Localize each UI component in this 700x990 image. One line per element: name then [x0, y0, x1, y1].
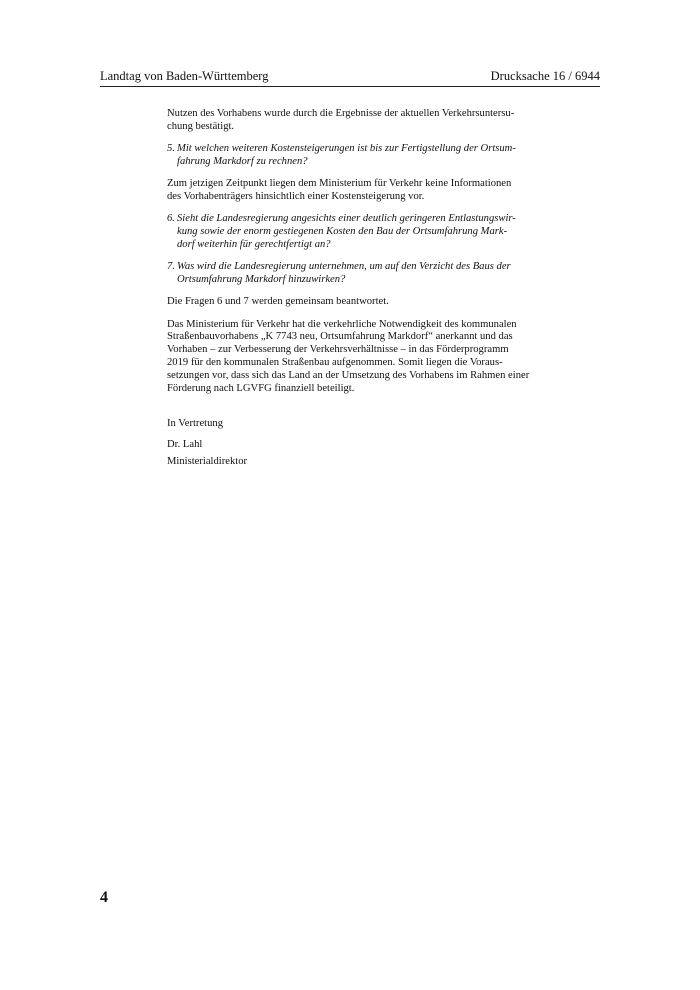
text-line: Straßenbauvorhabens „K 7743 neu, Ortsumfahrung Markdorf“ anerkannt und das — [167, 331, 513, 343]
page-header — [100, 68, 600, 87]
text-line: Ortsumfahrung Markdorf hinzuwirken? — [177, 273, 346, 285]
answer-6-7 — [167, 319, 534, 396]
signature-title: Ministerialdirektor — [167, 455, 248, 467]
text-line: dorf weiterhin für gerechtfertigt an? — [177, 238, 331, 250]
question-number: 7. — [167, 261, 175, 273]
text-line: Sieht die Landesregierung angesichts einer deutlich geringeren Entlastungswir- — [177, 213, 516, 225]
text-line: Die Fragen 6 und 7 werden gemeinsam beantwortet. — [167, 296, 389, 308]
text-line: Was wird die Landesregierung unternehmen, um auf den Verzicht des Baus der — [177, 261, 511, 273]
text-line: kung sowie der enorm gestiegenen Kosten den Bau der Ortsumfahrung Mark- — [177, 226, 508, 238]
paragraph-intro — [167, 108, 534, 134]
document-body — [167, 108, 534, 469]
answer-5 — [167, 178, 534, 204]
signature-name: Dr. Lahl — [167, 439, 203, 451]
text-line: des Vorhabenträgers hinsichtlich einer Kostensteigerung vor. — [167, 190, 425, 202]
question-5 — [167, 143, 534, 169]
text-line: setzungen vor, dass sich das Land an der Umsetzung des Vorhabens im Rahmen einer — [167, 369, 530, 381]
answer-6-7-intro — [167, 296, 534, 309]
page-number: 4 — [100, 889, 108, 906]
header-document-number: Drucksache 16 / 6944 — [490, 69, 600, 83]
text-line: Zum jetzigen Zeitpunkt liegen dem Ministerium für Verkehr keine Informationen — [167, 178, 512, 190]
text-line: Mit welchen weiteren Kostensteigerungen ist bis zur Fertigstellung der Ortsum- — [177, 143, 516, 155]
text-line: 2019 für den kommunalen Straßenbau aufgenommen. Somit liegen die Voraus- — [167, 356, 503, 368]
text-line: chung bestätigt. — [167, 120, 235, 132]
question-number: 5. — [167, 143, 175, 155]
text-line: Förderung nach LGVFG finanziell beteiligt. — [167, 382, 355, 394]
text-line: Das Ministerium für Verkehr hat die verkehrliche Notwendigkeit des kommunalen — [167, 318, 517, 330]
text-line: Nutzen des Vorhabens wurde durch die Ergebnisse der aktuellen Verkehrsuntersu- — [167, 108, 515, 119]
question-6 — [167, 213, 534, 251]
question-number: 6. — [167, 213, 175, 225]
header-parliament: Landtag von Baden-Württemberg — [100, 69, 269, 83]
question-7 — [167, 261, 534, 287]
text-line: fahrung Markdorf zu rechnen? — [177, 155, 308, 167]
text-line: Vorhaben – zur Verbesserung der Verkehrsverhältnisse – in das Förderprogramm — [167, 344, 509, 356]
signature-representation: In Vertretung — [167, 418, 223, 430]
